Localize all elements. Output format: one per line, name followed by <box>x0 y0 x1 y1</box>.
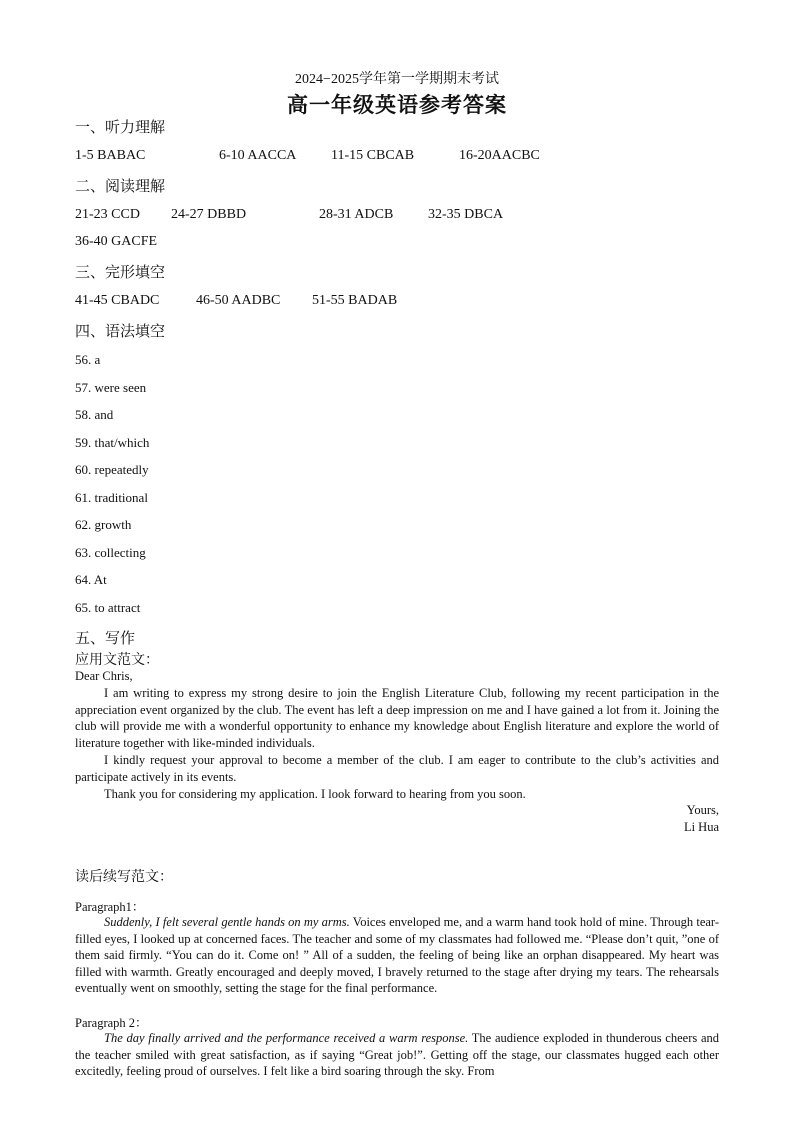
continuation-essay-label: 读后续写范文： <box>75 869 173 885</box>
answer-group: 1-5 BABAC <box>75 148 146 163</box>
letter-signature: Li Hua <box>683 820 719 834</box>
paragraph-body: Voices enveloped me, and a warm hand took hold of mine. Through tear-filled eyes, I looked up at concerned faces. The teacher and some of my classmates had followed me. “Please don’t quit, ”one of them said firmly. “You can do it. Come on! ” All of a sudden, the feeling of being like an orphan disappeared. My heart was filled with warmth. Greatly encouraged and deeply moved, I bravely returned to the stage after drying my tears. The rehearsals eventually went on smoothly, setting the stage for the final performance. <box>75 915 719 995</box>
paragraph-label: Paragraph1： <box>75 900 145 914</box>
answer-group: 41-45 CBADC <box>75 293 160 308</box>
grammar-item: 63. collecting <box>75 545 146 560</box>
section-heading-reading: 二、阅读理解 <box>75 177 166 195</box>
grammar-item: 58. and <box>75 407 114 422</box>
sample-essay-label: 应用文范文： <box>75 652 159 668</box>
grammar-item: 60. repeatedly <box>75 462 149 477</box>
grammar-item: 64. At <box>75 572 107 587</box>
section-heading-listening: 一、听力理解 <box>75 118 166 136</box>
paragraph-label: Paragraph 2： <box>75 1016 148 1030</box>
essay-paragraph <box>75 914 719 997</box>
grammar-item: 65. to attract <box>75 600 141 615</box>
answer-group: 6-10 AACCA <box>219 148 297 163</box>
grammar-item: 57. were seen <box>75 380 147 395</box>
grammar-item: 61. traditional <box>75 490 148 505</box>
answer-group: 28-31 ADCB <box>319 207 394 222</box>
grammar-item: 56. a <box>75 352 101 367</box>
answer-group: 21-23 CCD <box>75 207 140 222</box>
paragraph-lead-sentence: Suddenly, I felt several gentle hands on my arms. <box>104 915 350 929</box>
page-title: 高一年级英语参考答案 <box>287 93 507 117</box>
answer-group: 32-35 DBCA <box>428 207 504 222</box>
paragraph-body: The audience exploded in thunderous cheers and the teacher smiled with great satisfaction, as if saying “Great job!”. Getting off the stage, our classmates hugged each other excitedly, feeling proud of ourselves. I felt like a bird soaring through the sky. From <box>75 1031 719 1078</box>
answer-group: 11-15 CBCAB <box>331 148 415 163</box>
letter-closing: Yours, <box>686 803 719 817</box>
letter-greeting: Dear Chris, <box>75 669 133 683</box>
answer-group: 36-40 GACFE <box>75 234 158 249</box>
answer-group: 51-55 BADAB <box>312 293 398 308</box>
grammar-item: 59. that/which <box>75 435 150 450</box>
essay-paragraph <box>75 1030 719 1080</box>
exam-term-line: 2024−2025学年第一学期期末考试 <box>295 72 499 87</box>
paragraph-lead-sentence: The day finally arrived and the performance received a warm response. <box>104 1031 469 1045</box>
letter-paragraph: I am writing to express my strong desire to join the English Literature Club, following my recent participation in the appreciation event organized by the club. The event has left a deep impression on me and I have gained a lot from it. Joining the club will provide me with a wonderful opportunity to enhance my knowledge about English literature and explore the world of literature together with like-minded individuals. <box>75 686 719 750</box>
grammar-item: 62. growth <box>75 517 132 532</box>
answer-group: 16-20AACBC <box>459 148 540 163</box>
letter-paragraph: Thank you for considering my application. I look forward to hearing from you soon. <box>104 787 526 801</box>
section-heading-grammar: 四、语法填空 <box>75 322 166 340</box>
section-heading-writing: 五、写作 <box>75 629 136 647</box>
letter-paragraph: I kindly request your approval to become a member of the club. I am eager to contribute to the club’s activities and participate actively in its events. <box>75 753 719 784</box>
answer-group: 46-50 AADBC <box>196 293 281 308</box>
answer-group: 24-27 DBBD <box>171 207 247 222</box>
section-heading-cloze: 三、完形填空 <box>75 263 166 281</box>
